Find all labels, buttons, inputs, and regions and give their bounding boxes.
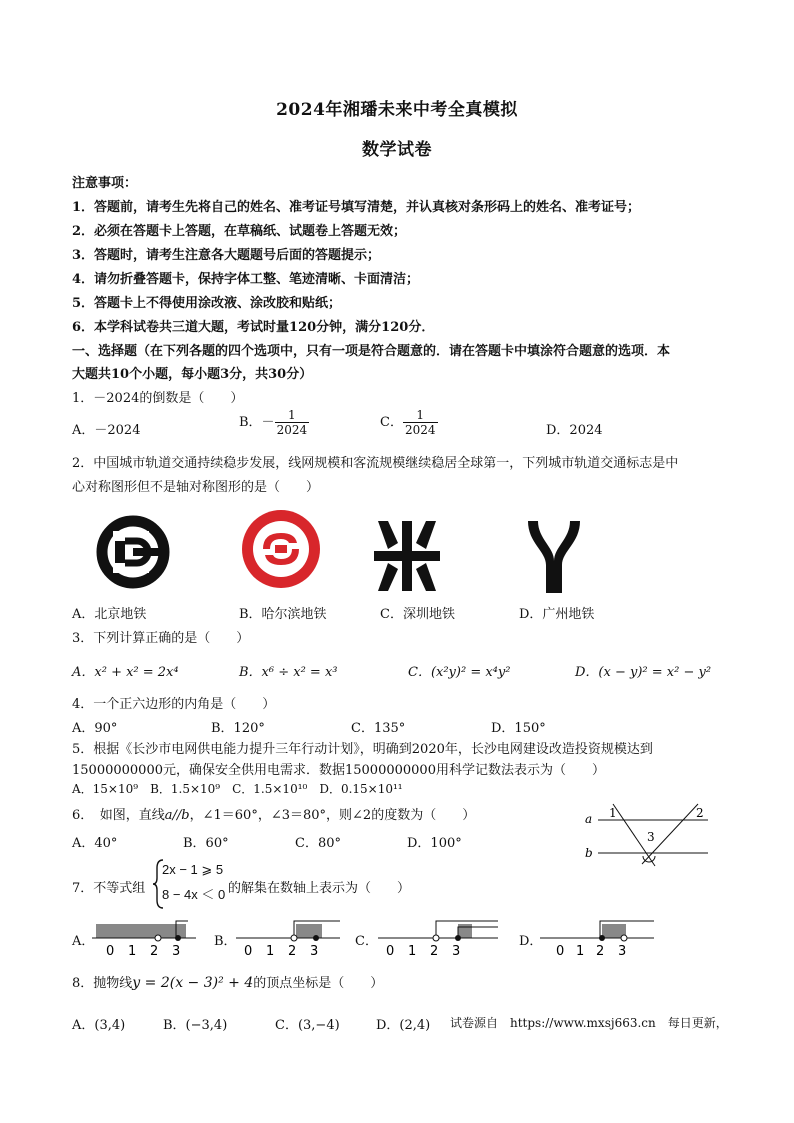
q7-number-line-b bbox=[236, 917, 346, 959]
q8-stem: 8．抛物线y = 2(x − 3)² + 4的顶点坐标是（ ） bbox=[72, 975, 384, 991]
svg-text:0: 0 bbox=[244, 944, 253, 959]
svg-text:0: 0 bbox=[556, 944, 565, 959]
beijing-subway-logo-icon bbox=[93, 512, 173, 592]
paper-title: 2024年湘璠未来中考全真模拟 bbox=[276, 100, 518, 120]
q2-option-c: C．深圳地铁 bbox=[380, 607, 455, 622]
guangzhou-subway-logo-icon bbox=[524, 521, 584, 593]
q7-stem-post: 的解集在数轴上表示为（ ） bbox=[228, 881, 411, 896]
svg-text:0: 0 bbox=[386, 944, 395, 959]
notice-item: 4．请勿折叠答题卡，保持字体工整、笔迹清晰、卡面清洁； bbox=[72, 272, 420, 287]
q3-option-c: C．(x²y)² = x⁴y² bbox=[408, 665, 511, 680]
q4-option-b: B．120° bbox=[211, 721, 265, 736]
q3-option-a: A．x² + x² = 2x⁴ bbox=[72, 665, 179, 680]
notice-heading: 注意事项： bbox=[72, 176, 138, 191]
q7-stem-pre: 7．不等式组 bbox=[72, 881, 146, 896]
svg-text:3: 3 bbox=[172, 944, 181, 959]
fig-label-a: a bbox=[585, 812, 593, 826]
notice-item: 5．答题卡上不得使用涂改液、涂改胶和贴纸； bbox=[72, 296, 342, 311]
section-heading: 一、选择题（在下列各题的四个选项中，只有一项是符合题意的．请在答题卡中填涂符合题意的选项．本 bbox=[72, 344, 671, 359]
paper-subtitle: 数学试卷 bbox=[362, 140, 432, 160]
q6-parallel-lines-figure bbox=[580, 798, 715, 868]
q5-stem: 5．根据《长沙市电网供电能力提升三年行动计划》，明确到2020年，长沙电网建设改造投资规模达到 bbox=[72, 742, 653, 757]
svg-text:3: 3 bbox=[310, 944, 319, 959]
q1-option-b: B．－ $\frac{1}{2024}$ bbox=[239, 408, 308, 437]
svg-text:1: 1 bbox=[128, 944, 137, 959]
svg-text:3: 3 bbox=[618, 944, 627, 959]
q6-stem: 6． 如图，直线a//b，∠1＝60°，∠3＝80°，则∠2的度数为（ ） bbox=[72, 808, 476, 823]
q7-inequality-1: 2x − 1 ⩾ 5 bbox=[162, 862, 224, 877]
notice-item: 3．答题时，请考生注意各大题题号后面的答题提示； bbox=[72, 248, 381, 263]
svg-text:1: 1 bbox=[408, 944, 417, 959]
q1-option-a: A．－2024 bbox=[72, 423, 141, 438]
q2-option-d: D．广州地铁 bbox=[519, 607, 595, 622]
harbin-subway-logo-icon bbox=[241, 509, 321, 589]
q2-stem: 2．中国城市轨道交通持续稳步发展，线网规模和客流规模继续稳居全球第一，下列城市轨道交通标志是中 bbox=[72, 456, 679, 471]
q7-option-b: B． bbox=[214, 934, 237, 949]
q1-option-c: C． $\frac{1}{2024}$ bbox=[380, 408, 436, 437]
svg-text:2: 2 bbox=[430, 944, 439, 959]
q2-option-a: A．北京地铁 bbox=[72, 607, 147, 622]
q5-stem-cont: 15000000000元，确保安全供用电需求．数据15000000000用科学记数法表示为（ ） bbox=[72, 763, 605, 778]
svg-text:2: 2 bbox=[150, 944, 159, 959]
q7-inequality-2: 8 − 4x ＜ 0 bbox=[162, 887, 226, 902]
q3-option-b: B．x⁶ ÷ x² = x³ bbox=[239, 665, 338, 680]
q6-option-d: D．100° bbox=[407, 836, 462, 851]
svg-text:1: 1 bbox=[576, 944, 585, 959]
svg-text:1: 1 bbox=[266, 944, 275, 959]
q4-option-d: D．150° bbox=[491, 721, 546, 736]
q4-option-a: A．90° bbox=[72, 721, 118, 736]
q6-option-b: B．60° bbox=[183, 836, 229, 851]
q7-option-a: A． bbox=[72, 934, 95, 949]
q4-stem: 4．一个正六边形的内角是（ ） bbox=[72, 697, 276, 712]
notice-item: 6．本学科试卷共三道大题，考试时量120分钟，满分120分． bbox=[72, 320, 435, 335]
q7-number-line-d bbox=[540, 917, 665, 959]
notice-item: 2．必须在答题卡上答题，在草稿纸、试题卷上答题无效； bbox=[72, 224, 407, 239]
q7-option-d: D． bbox=[519, 934, 543, 949]
q8-option-d: D．(2,4) bbox=[376, 1018, 431, 1033]
section-heading-cont: 大题共10个小题，每小题3分，共30分） bbox=[72, 367, 313, 382]
q1-stem: 1．－2024的倒数是（ ） bbox=[72, 391, 244, 406]
q7-number-line-a bbox=[92, 917, 202, 959]
q8-option-c: C．(3,−4) bbox=[275, 1018, 340, 1033]
fig-label-3: 3 bbox=[647, 830, 655, 844]
q7-option-c: C． bbox=[355, 934, 378, 949]
q7-number-line-c bbox=[378, 917, 503, 959]
q2-option-b: B．哈尔滨地铁 bbox=[239, 607, 327, 622]
notice-item: 1．答题前，请考生先将自己的姓名、准考证号填写清楚，并认真核对条形码上的姓名、准考证号； bbox=[72, 200, 641, 215]
source-footer-note: 试卷源自 https://www.mxsj663.cn 每日更新， bbox=[450, 1016, 728, 1030]
svg-text:0: 0 bbox=[106, 944, 115, 959]
q4-option-c: C．135° bbox=[351, 721, 406, 736]
fig-label-2: 2 bbox=[696, 806, 704, 820]
q3-option-d: D．(x − y)² = x² − y² bbox=[575, 665, 712, 680]
svg-text:2: 2 bbox=[288, 944, 297, 959]
svg-text:3: 3 bbox=[452, 944, 461, 959]
q1-option-d: D．2024 bbox=[546, 423, 603, 438]
q3-stem: 3．下列计算正确的是（ ） bbox=[72, 631, 250, 646]
svg-text:2: 2 bbox=[596, 944, 605, 959]
q6-option-c: C．80° bbox=[295, 836, 341, 851]
q5-options: A．15×10⁹ B．1.5×10⁹ C．1.5×10¹⁰ D．0.15×10¹¹ bbox=[72, 782, 403, 796]
q2-stem-cont: 心对称图形但不是轴对称图形的是（ ） bbox=[72, 480, 320, 495]
fig-label-1: 1 bbox=[609, 806, 617, 820]
shenzhen-subway-logo-icon bbox=[374, 521, 440, 591]
fig-label-b: b bbox=[585, 846, 593, 860]
q6-option-a: A．40° bbox=[72, 836, 118, 851]
q8-option-b: B．(−3,4) bbox=[163, 1018, 228, 1033]
q8-option-a: A．(3,4) bbox=[72, 1018, 126, 1033]
